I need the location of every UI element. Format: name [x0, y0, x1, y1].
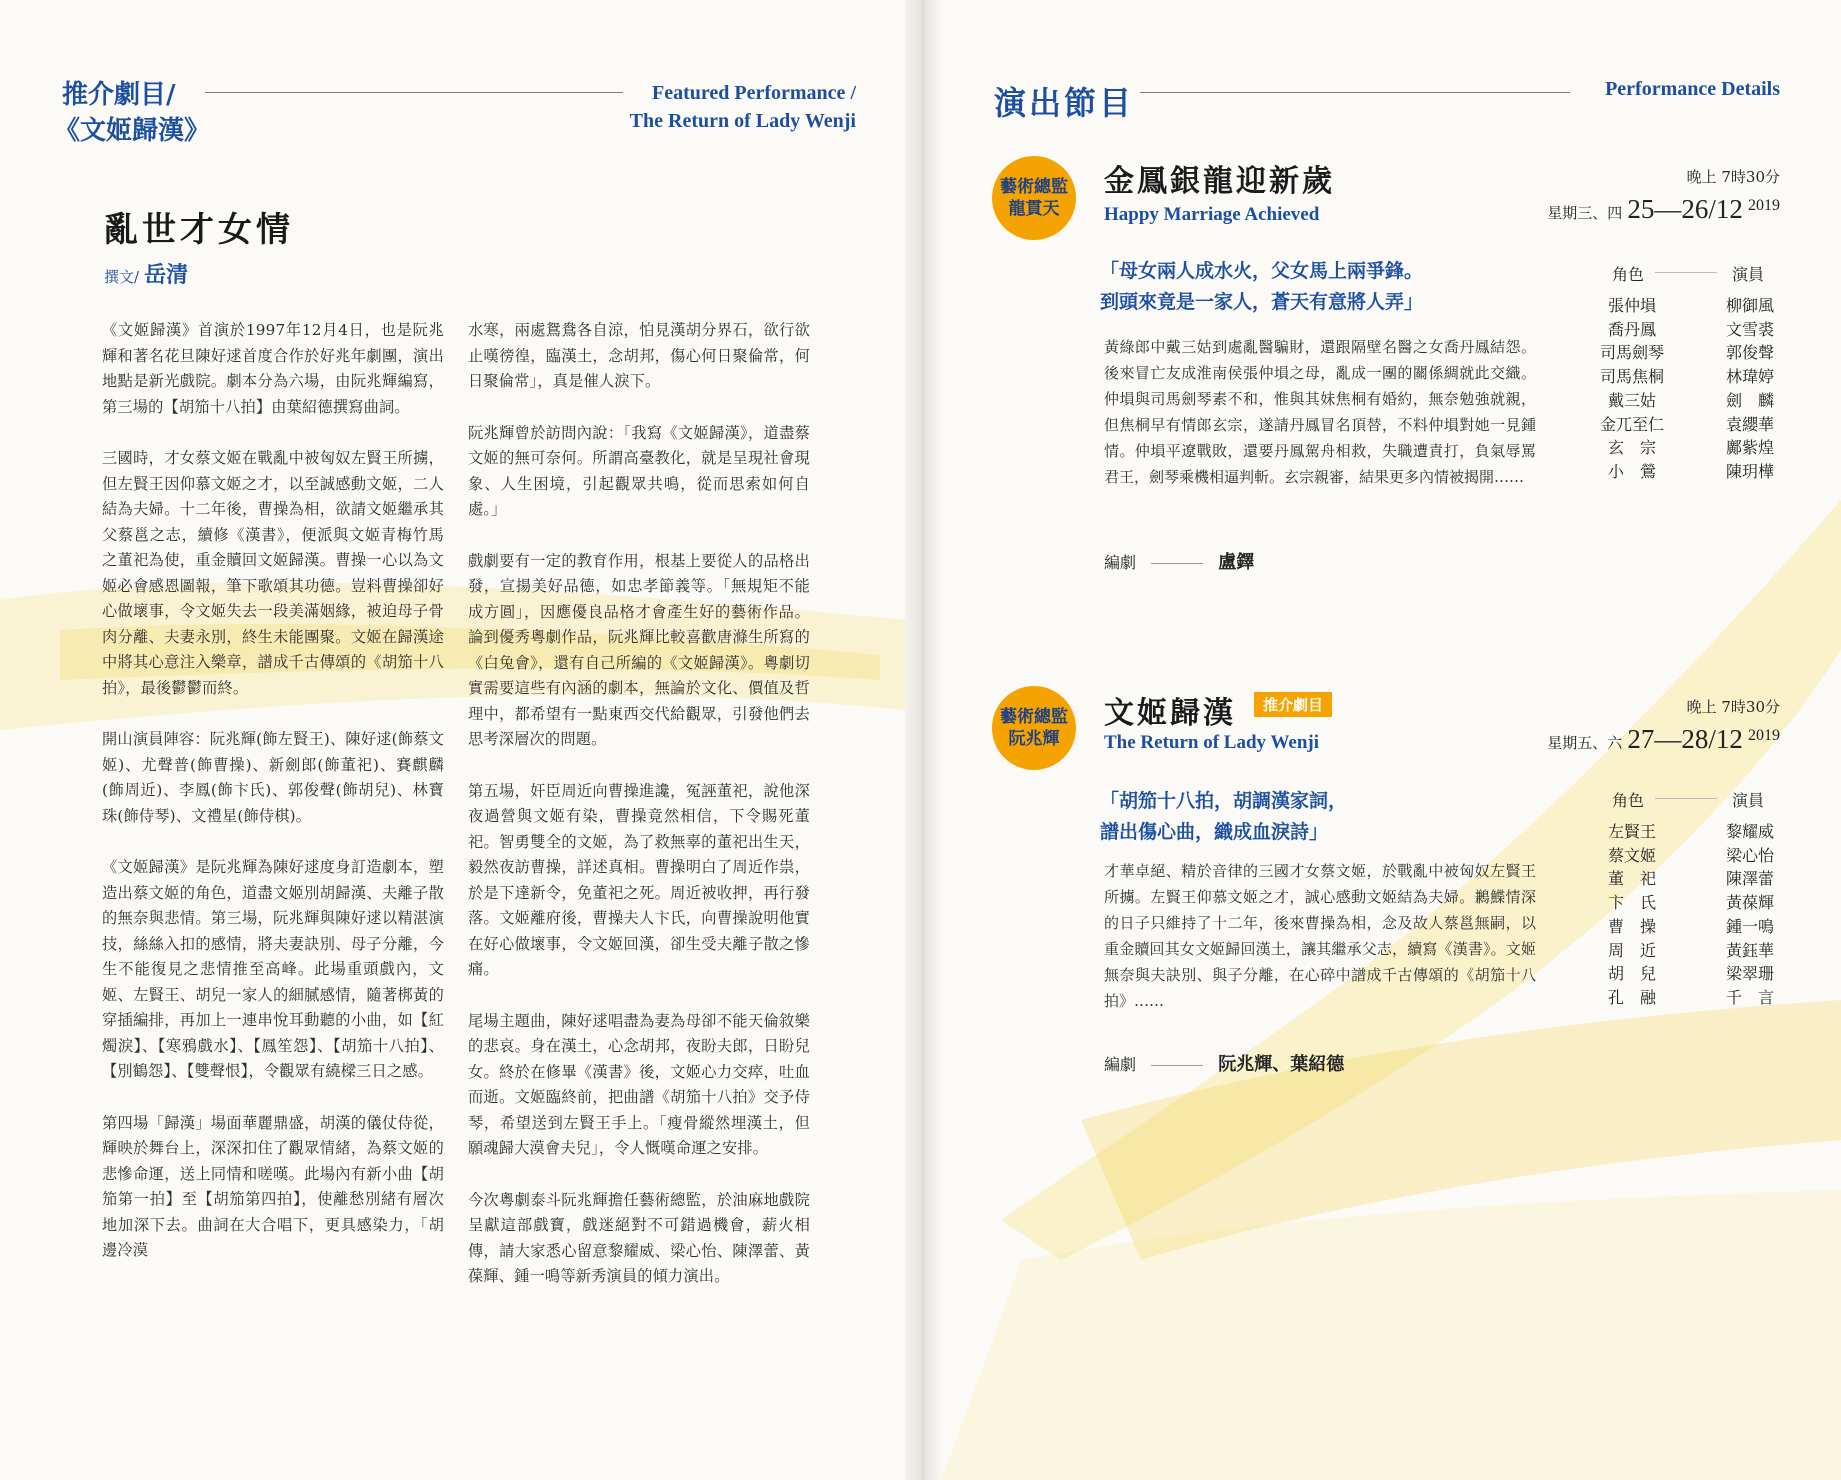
actor-name: 陳澤蕾 — [1725, 869, 1774, 889]
paragraph: 阮兆輝曾於訪問內說：「我寫《文姬歸漢》，道盡蔡文姬的無可奈何。所謂高臺教化，就是呈現社會現象、人生困境，引起觀眾共鳴，從而思索如何自處。」 — [468, 423, 810, 518]
writer-name: 盧鐸 — [1218, 552, 1255, 573]
quote-line: 「胡笳十八拍，胡調漢家詞， — [1100, 790, 1348, 812]
paragraph: 戲劇要有一定的教育作用，根基上要從人的品格出發，宣揚美好品德，如忠孝節義等。「無規矩不能成方圓」，因應優良品格才會產生好的藝術作品。論到優秀粵劇作品，阮兆輝比較喜歡唐滌生所寫的《白兔會》，還有自己所編的《文姬歸漢》。粵劇切實需要這些有內涵的劇本，無論於文化、價值及哲理中，都希望有一點東西交代給觀眾，引發他們去思考深層次的問題。 — [468, 551, 810, 748]
paragraph: 開山演員陣容：阮兆輝(飾左賢王)、陳好逑(飾蔡文姬)、尤聲普(飾曹操)、新劍郎(飾董祀)、賽麒麟(飾周近)、李鳳(飾卞氏)、郭俊聲(飾胡兒)、林寶珠(飾侍琴)、文禮星(飾侍棋)。 — [102, 730, 444, 825]
article-column-2 — [468, 318, 810, 1316]
performance-details-en: Performance Details — [1605, 78, 1780, 100]
writer-label: 編劇 — [1104, 553, 1137, 572]
badge-label: 藝術總監 — [1000, 177, 1068, 197]
roles-list — [1592, 820, 1672, 1010]
role-name: 司馬焦桐 — [1599, 367, 1664, 387]
header-rule-right — [1140, 92, 1570, 93]
paragraph: 水寒，兩處鴛鴦各自涼，怕見漢胡分界石，欲行欲止嘆徬徨，臨漢土，念胡邦，傷心何日聚倫常，何日聚倫常」，真是催人淚下。 — [468, 321, 810, 390]
actors-list — [1715, 294, 1785, 484]
byline-author: 岳清 — [144, 262, 189, 288]
show-date-line — [1460, 724, 1780, 755]
actor-name: 千 言 — [1725, 987, 1774, 1007]
role-name: 左賢王 — [1607, 822, 1656, 841]
show-synopsis: 黃綠郎中戴三姑到處亂醫騙財，還跟隔壁名醫之女喬丹鳳結怨。後來冒亡友成淮南侯張仲塤之母，亂成一團的關係綢就此交織。仲塤與司馬劍琴素不和，惟與其妹焦桐有婚約，無奈勉強就親，但焦桐早有情郎玄宗，遂請丹鳳冒名頂替，不料仲塤對她一見鍾情。仲塤平遼戰敗，還要丹鳳駕舟相救，失職遭責打，負氣辱罵君王，劍琴乘機相逼判斬。玄宗親審，結果更多內情被揭開…… — [1104, 338, 1536, 486]
role-name: 小 鶯 — [1607, 461, 1656, 481]
roles-header: 角色 — [1612, 265, 1645, 284]
paragraph: 《文姬歸漢》首演於1997年12月4日，也是阮兆輝和著名花旦陳好逑首度合作於好兆年劇團，演出地點是新光戲院。劇本分為六場，由阮兆輝編寫，第三場的【胡笳十八拍】由葉紹德撰寫曲詞。 — [102, 321, 444, 416]
quote-line: 譜出傷心曲，織成血淚詩」 — [1100, 821, 1329, 843]
actor-name: 鄺紫煌 — [1725, 438, 1774, 458]
paragraph: 《文姬歸漢》是阮兆輝為陳好逑度身訂造劇本，塑造出蔡文姬的角色，道盡文姬別胡歸漢、夫離子散的無奈與悲情。第三場，阮兆輝與陳好逑以精湛演技，絲絲入扣的感情，將夫妻訣別、母子分離，今生不能復見之悲情推至高峰。此場重頭戲內，文姬、左賢王、胡兒一家人的細膩感情，隨著梆黃的穿插編排，再加上一連串悅耳動聽的小曲，如【紅燭淚】、【寒鴉戲水】、【鳳笙怨】、【胡笳十八拍】、【別鶴怨】、【雙聲恨】，令觀眾有繞樑三日之感。 — [102, 858, 444, 1080]
byline-label: 撰文/ — [104, 268, 140, 286]
show-time: 晚上 7時30分 — [1686, 698, 1780, 716]
roles-rule — [1655, 272, 1717, 273]
show-title-cn: 文姬歸漢 — [1104, 696, 1236, 731]
actor-name: 梁心怡 — [1725, 845, 1774, 865]
role-name: 胡 兒 — [1607, 964, 1656, 984]
role-name: 蔡文姬 — [1607, 845, 1656, 865]
role-name: 戴三姑 — [1607, 390, 1656, 410]
quote-line: 到頭來竟是一家人，蒼天有意將人弄」 — [1100, 291, 1424, 313]
byline — [104, 258, 188, 289]
show-title-en: The Return of Lady Wenji — [1104, 732, 1320, 753]
show-quote — [1100, 256, 1423, 318]
roles-header: 角色 — [1612, 791, 1645, 810]
actor-name: 黎耀威 — [1725, 822, 1774, 841]
actors-list — [1715, 820, 1785, 1010]
paragraph: 今次粵劇泰斗阮兆輝擔任藝術總監，於油麻地戲院呈獻這部戲寶，戲迷絕對不可錯過機會，薪火相傳，請大家悉心留意黎耀威、梁心怡、陳澤蕾、黃葆輝、鍾一鳴等新秀演員的傾力演出。 — [468, 1190, 810, 1285]
role-name: 喬丹鳳 — [1607, 319, 1656, 339]
role-name: 卞 氏 — [1607, 893, 1656, 913]
badge-name: 阮兆輝 — [1008, 729, 1060, 749]
role-name: 周 近 — [1607, 940, 1656, 960]
paragraph: 三國時，才女蔡文姬在戰亂中被匈奴左賢王所擄，但左賢王因仰慕文姬之才，以至誠感動文姬，二人結為夫婦。十二年後，曹操為相，欲請文姬繼承其父蔡邕之志，續修《漢書》，便派與文姬青梅竹馬之董祀為使，重金贖回文姬歸漢。曹操一心以為文姬必會感恩圖報，筆下歌頌其功德。豈料曹操卻好心做壞事，令文姬失去一段美滿姻緣，被迫母子骨肉分離、夫妻永別，終生未能團聚。文姬在歸漢途中將其心意注入樂章，譜成千古傳頌的《胡笳十八拍》，最後鬱鬱而終。 — [102, 449, 444, 697]
credit-rule — [1151, 1065, 1203, 1066]
quote-line: 「母女兩人成水火，父女馬上兩爭鋒。 — [1100, 260, 1424, 282]
actor-name: 陳玥樺 — [1725, 461, 1774, 481]
paragraph: 尾場主題曲，陳好逑唱盡為妻為母卻不能天倫敘樂的悲哀。身在漢土，心念胡邦，夜盼夫郎，日盼兒女。終於在修畢《漢書》後，文姬心力交瘁，吐血而逝。文姬臨終前，把曲譜《胡笳十八拍》交予侍琴，希望送到左賢王手上。「瘦骨縱然埋漢土，但願魂歸大漠會夫兒」，令人慨嘆命運之安排。 — [468, 1011, 810, 1157]
writer-name: 阮兆輝、葉紹德 — [1218, 1054, 1345, 1075]
director-badge — [992, 156, 1076, 240]
show-year: 2019 — [1748, 197, 1780, 214]
featured-tag: 推介劇目 — [1254, 692, 1332, 717]
show-month: /12 — [1708, 194, 1743, 224]
paragraph: 第四場「歸漢」場面華麗鼎盛，胡漢的儀仗侍從，輝映於舞台上，深深扣住了觀眾情緒，為蔡文姬的悲慘命運，送上同情和嗟嘆。此場內有新小曲【胡笳第一拍】至【胡笳第四拍】，使離愁別緒有層次地加深下去。曲詞在大合唱下，更具感染力，「胡邊冷漠 — [102, 1113, 444, 1259]
show-month: /12 — [1708, 724, 1743, 754]
featured-title-cn: 《文姬歸漢》 — [54, 116, 211, 146]
paragraph: 第五場，奸臣周近向曹操進讒，冤誣董祀，說他深夜過營與文姬有染，曹操竟然相信，下令賜死董祀。智勇雙全的文姬，為了救無辜的董祀出生天，毅然夜訪曹操，詳述真相。曹操明白了周近作祟，於是下達新令，免董祀之死。周近被收押，再行發落。文姬離府後，曹操夫人卞氏，向曹操說明他實在好心做壞事，令文姬回漢，卻生受夫離子散之慘痛。 — [468, 781, 810, 978]
role-name: 司馬劍琴 — [1599, 343, 1664, 363]
actor-name: 文雪裘 — [1725, 319, 1774, 339]
roles-list — [1592, 294, 1672, 484]
role-name: 董 祀 — [1607, 869, 1656, 889]
featured-title-en: The Return of Lady Wenji — [629, 110, 856, 132]
actor-name: 柳御風 — [1725, 296, 1774, 315]
credit-rule — [1151, 563, 1203, 564]
show-title-en: Happy Marriage Achieved — [1104, 204, 1320, 225]
writer-credit — [1104, 1050, 1344, 1076]
show-days: 星期三、四 — [1547, 204, 1623, 222]
show-dates: 27—28 — [1627, 724, 1709, 754]
show-synopsis: 才華卓絕、精於音律的三國才女蔡文姬，於戰亂中被匈奴左賢王所擄。左賢王仰慕文姬之才，誠心感動文姬結為夫婦。鶼鰈情深的日子只維持了十二年，後來曹操為相，念及故人蔡邕無嗣，以重金贖回其女文姬歸回漢土，讓其繼承父志，續寫《漢書》。文姬無奈與夫訣別、與子分離，在心碎中譜成千古傳頌的《胡笳十八拍》…… — [1104, 862, 1536, 1010]
role-name: 曹 操 — [1607, 916, 1656, 936]
actor-name: 鍾一鳴 — [1725, 916, 1774, 936]
writer-credit — [1104, 548, 1254, 574]
actor-name: 郭俊聲 — [1725, 343, 1774, 363]
badge-label: 藝術總監 — [1000, 707, 1068, 727]
show-dates: 25—26 — [1627, 194, 1709, 224]
role-name: 玄 宗 — [1607, 438, 1656, 458]
role-name: 張仲塤 — [1607, 296, 1656, 315]
role-name: 金兀至仁 — [1599, 414, 1664, 434]
actor-name: 黃鈺華 — [1725, 940, 1774, 960]
actors-header: 演員 — [1732, 265, 1765, 284]
show-quote — [1100, 786, 1347, 848]
actor-name: 袁纓華 — [1725, 414, 1774, 434]
actor-name: 梁翠珊 — [1725, 964, 1774, 984]
performance-details-title: 演出節目 — [994, 84, 1135, 122]
badge-name: 龍貫天 — [1008, 199, 1060, 219]
show-year: 2019 — [1748, 727, 1780, 744]
actor-name: 林瑋婷 — [1725, 367, 1774, 387]
actors-header: 演員 — [1732, 791, 1765, 810]
featured-label: 推介劇目/ — [62, 80, 176, 110]
page-gutter — [905, 0, 941, 1480]
writer-label: 編劇 — [1104, 1055, 1137, 1074]
featured-label-en: Featured Performance / — [652, 82, 856, 104]
director-badge — [992, 686, 1076, 770]
role-name: 孔 融 — [1607, 987, 1656, 1007]
show-days: 星期五、六 — [1547, 734, 1623, 752]
show-title-cn: 金鳳銀龍迎新歲 — [1104, 164, 1335, 199]
roles-rule — [1655, 798, 1717, 799]
actor-name: 劍 麟 — [1725, 390, 1774, 410]
article-column-1 — [102, 318, 444, 1290]
show-date-line — [1460, 194, 1780, 225]
article-title: 亂世才女情 — [104, 210, 294, 250]
actor-name: 黃葆輝 — [1725, 893, 1774, 913]
show-time: 晚上 7時30分 — [1686, 168, 1780, 186]
